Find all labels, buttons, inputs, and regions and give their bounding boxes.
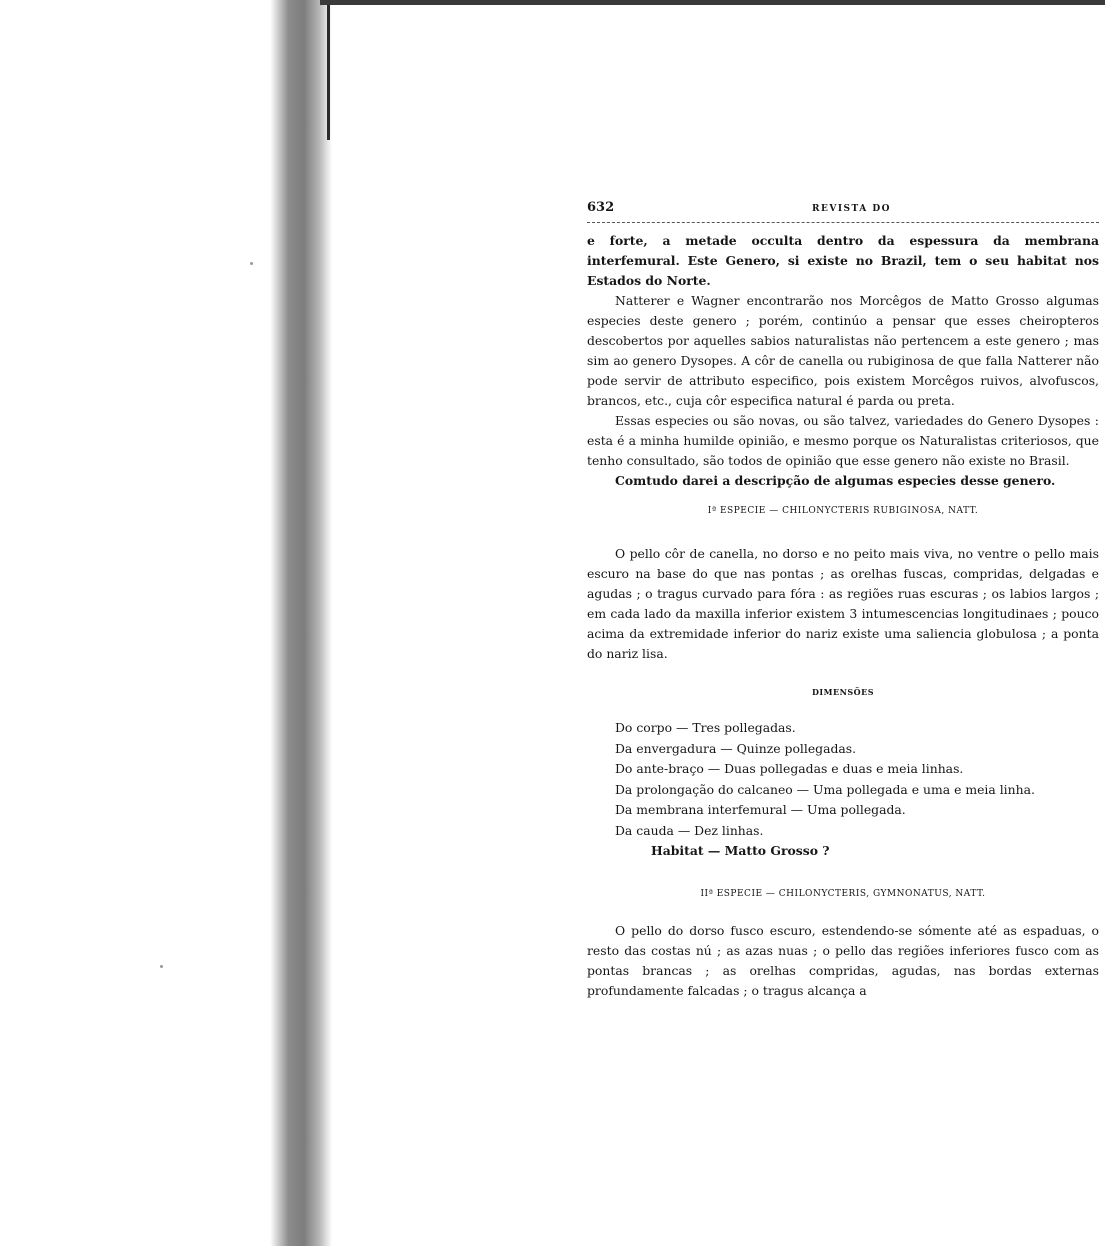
scan-speck <box>250 262 253 265</box>
dimensions-heading: DIMENSÕES <box>811 687 875 697</box>
species-1-description: O pello côr de canella, no dorso e no peito mais viva, no ventre o pello mais escuro na base do que nas pontas ; as orelhas fuscas, compridas, delgadas e agudas ; o tragus curvado para fóra : as regiões ruas escuras ; os labios largos ; em cada lado da maxilla inferior existem 3 intumescencias longitudinaes ; pouco acima da extremidade inferior do nariz existe uma saliencia globulosa ; a ponta do nariz lisa. <box>587 546 1099 661</box>
book-page <box>587 200 1099 1001</box>
dimension-item: Da prolongação do calcaneo — Uma pollegada e uma e meia linha. <box>615 781 1035 797</box>
habitat-line: Habitat — Matto Grosso ? <box>651 843 830 858</box>
page-top-edge <box>320 0 1105 5</box>
dimension-item: Da membrana interfemural — Uma pollegada. <box>615 802 906 817</box>
paragraph-2: Natterer e Wagner encontrarão nos Morcêgos de Matto Grosso algumas especies deste genero ; porém, continúo a pensar que esses cheiropteros descobertos por aquelles sabios naturalistas não pertencem a este genero ; mas sim ao genero Dysopes. A côr de canella ou rubiginosa de que falla Natterer não pode servir de attributo especifico, pois existem Morcêgos ruivos, alvofuscos, brancos, etc., cuja côr especifica natural é parda ou preta. <box>587 293 1099 408</box>
page-number: 632 <box>587 200 615 215</box>
running-head <box>587 200 1099 222</box>
species-1-heading: Iª ESPECIE — CHILONYCTERIS RUBIGINOSA, NATT. <box>707 506 979 516</box>
paragraph-1: e forte, a metade occulta dentro da espessura da membrana interfemural. Este Genero, si existe no Brazil, tem o seu habitat nos Estados do Norte. <box>587 233 1099 288</box>
gutter-shadow <box>270 0 332 1246</box>
paragraph-4: Comtudo darei a descripção de algumas especies desse genero. <box>615 473 1056 488</box>
dimension-item: Da cauda — Dez linhas. <box>615 822 764 838</box>
dimensions-list <box>587 718 1099 861</box>
header-rule <box>587 222 1099 223</box>
dimension-item: Do corpo — Tres pollegadas. <box>615 720 796 735</box>
species-2-heading: IIª ESPECIE — CHILONYCTERIS, GYMNONATUS, NATT. <box>700 889 986 899</box>
scan-speck <box>160 965 163 968</box>
gutter-line <box>327 0 330 140</box>
species-2-description: O pello do dorso fusco escuro, estendendo-se sómente até as espaduas, o resto das costas nú ; as azas nuas ; o pello das regiões inferiores fusco com as pontas brancas ; as orelhas compridas, agudas, nas bordas externas profundamente falcadas ; o tragus alcança a <box>587 923 1099 998</box>
dimension-item: Do ante-braço — Duas pollegadas e duas e meia linhas. <box>615 761 964 776</box>
running-title: REVISTA DO <box>812 204 891 214</box>
dimension-item: Da envergadura — Quinze pollegadas. <box>615 740 857 756</box>
paragraph-3: Essas especies ou são novas, ou são talvez, variedades do Genero Dysopes : esta é a minha humilde opinião, e mesmo porque os Naturalistas criteriosos, que tenho consultado, são todos de opinião que esse genero não existe no Brasil. <box>587 413 1099 468</box>
